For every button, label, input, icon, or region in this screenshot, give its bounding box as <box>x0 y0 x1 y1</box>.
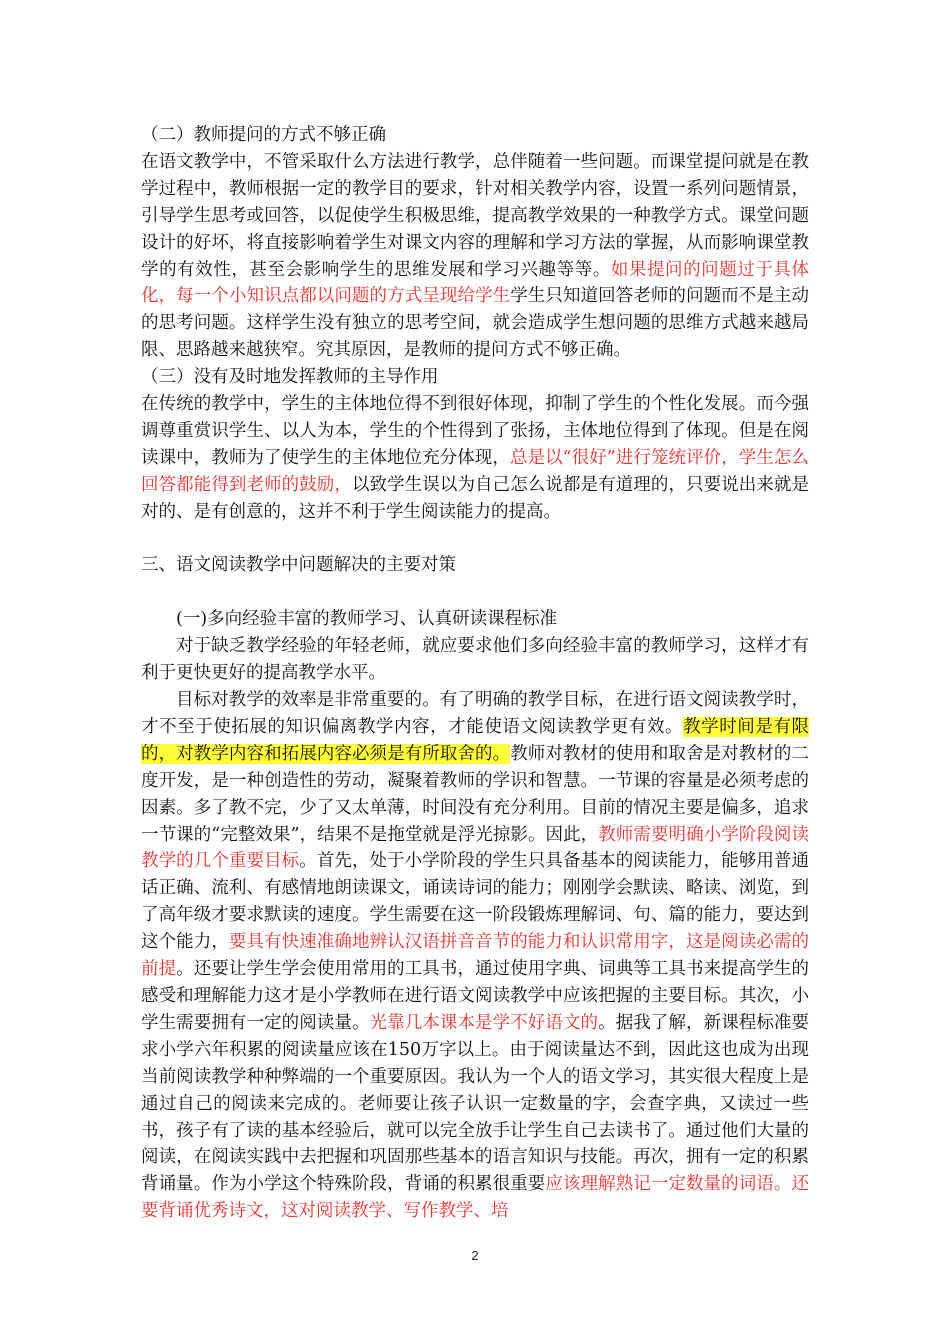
part-heading-3: 三、语文阅读教学中问题解决的主要对策 <box>141 555 456 576</box>
text-run: 在语文教学中，不管采取什么方法进行教学，总伴随着一些问题。而课堂提问就是在教学过程中，教师根据一定的教学目的要求，针对相关教学内容，设置一系列问题情景，引导学生思考或回答，以促使学生积极思维，提高教学效果的一种教学方式。课堂问题设计的好坏，将直接影响着学生对课文内容的理解和学习方法的掌握，从而影响课堂教学的有效性，甚至会影响学生的思维发展和学习兴趣等等。 <box>141 151 809 280</box>
red-emphasis-text: 教师需要明确小学阶段阅读教学的几个重要目标 <box>141 824 809 872</box>
blank-line <box>141 579 809 606</box>
text-run: 。据我了解，新课程标准要求小学六年积累的阅读量应该在150万字以上。由于阅读量达不到，因此这也成为出现当前阅读教学种种弊端的一个重要原因。我认为一个人的语文学习，其实很大程度上是通过自己的阅读来完成的。老师要让孩子认识一定数量的字，会查字典，又读过一些书，孩子有了读的基本经验后，就可以完全放手让学生自己去读书了。通过他们大量的阅读，在阅读实践中去把握和巩固那些基本的语言知识与技能。再次，拥有一定的积累背诵量。作为小学这个特殊阶段，背诵的积累很重要 <box>141 1012 810 1195</box>
section-heading-3: （三）没有及时地发挥教师的主导作用 <box>141 367 439 388</box>
subsection-heading-1: (一)多向经验丰富的教师学习、认真研读课程标准 <box>176 609 558 630</box>
paragraph-young-teachers: 对于缺乏教学经验的年轻老师，就应要求他们多向经验丰富的教师学习，这样才有利于更快更好的提高教学水平。 <box>141 636 809 684</box>
red-emphasis-text: 应该理解熟记一定数量的词语。还要背诵优秀诗文，这对阅读教学、写作教学、培 <box>141 1174 810 1222</box>
page-body <box>141 122 809 1225</box>
red-emphasis-text: 如果提问的问题过于具体化，每一个小知识点都以问题的方式呈现给学生 <box>141 259 810 307</box>
text-run: 以致学生误以为自己怎么说都是有道理的，只要说出来就是对的、是有创意的，这并不利于学生阅读能力的提高。 <box>141 474 810 522</box>
text-run: 教师对教材的使用和取舍是对教材的二度开发，是一种创造性的劳动，凝聚着教师的学识和智慧。一节课的容量是必须考虑的因素。多了教不完，少了又太单薄，时间没有充分利用。目前的情况主要是偏多，追求一节课的“完整效果”，结果不是拖堂就是浮光掠影。因此， <box>141 743 809 845</box>
blank-line <box>141 526 809 553</box>
highlighted-text: 教学时间是有限的，对教学内容和拓展内容必须是有所取舍的。 <box>141 716 810 764</box>
text-run: 。还要让学生学会使用常用的工具书，通过使用字典、词典等工具书来提高学生的感受和理解能力这才是小学教师在进行语文阅读教学中应该把握的主要目标。其次，小学生需要拥有一定的阅读量。 <box>141 959 810 1033</box>
page-number: 2 <box>471 1248 479 1263</box>
text-run: 在传统的教学中，学生的主体地位得不到很好体现，抑制了学生的个性化发展。而今强调尊重赏识学生、以人为本，学生的个性得到了张扬，主体地位得到了体现。但是在阅读课中，教师为了使学生的主体地位充分体现， <box>141 394 809 468</box>
text-run: 学生只知道回答老师的问题而不是主动的思考问题。这样学生没有独立的思考空间，就会造成学生想问题的思维方式越来越局限、思路越来越狭窄。究其原因，是教师的提问方式不够正确。 <box>141 286 809 361</box>
red-emphasis-text: 要具有快速准确地辨认汉语拼音音节的能力和认识常用字，这是阅读必需的前提 <box>141 932 809 980</box>
section-heading-2: （二）教师提问的方式不够正确 <box>141 125 386 145</box>
paragraph-questioning <box>141 149 809 364</box>
text-run: 。首先，处于小学阶段的学生只具备基本的阅读能力，能够用普通话正确、流利、有感情地朗读课文，诵读诗词的能力；刚刚学会默读、略读、浏览，到了高年级才要求默读的速度。学生需要在这一阶段锻炼理解词、句、篇的能力，要达到这个能力， <box>141 851 810 953</box>
red-emphasis-text: 总是以“很好”进行笼统评价，学生怎么回答都能得到老师的鼓励， <box>141 447 809 495</box>
text-run: 目标对教学的效率是非常重要的。有了明确的教学目标，在进行语文阅读教学时，才不至于使拓展的知识偏离教学内容，才能使语文阅读教学更有效。 <box>141 690 809 737</box>
red-emphasis-text: 光靠几本课本是学不好语文的 <box>369 1012 599 1033</box>
paragraph-teaching-goals <box>141 687 809 1225</box>
paragraph-teacher-role <box>141 391 809 526</box>
